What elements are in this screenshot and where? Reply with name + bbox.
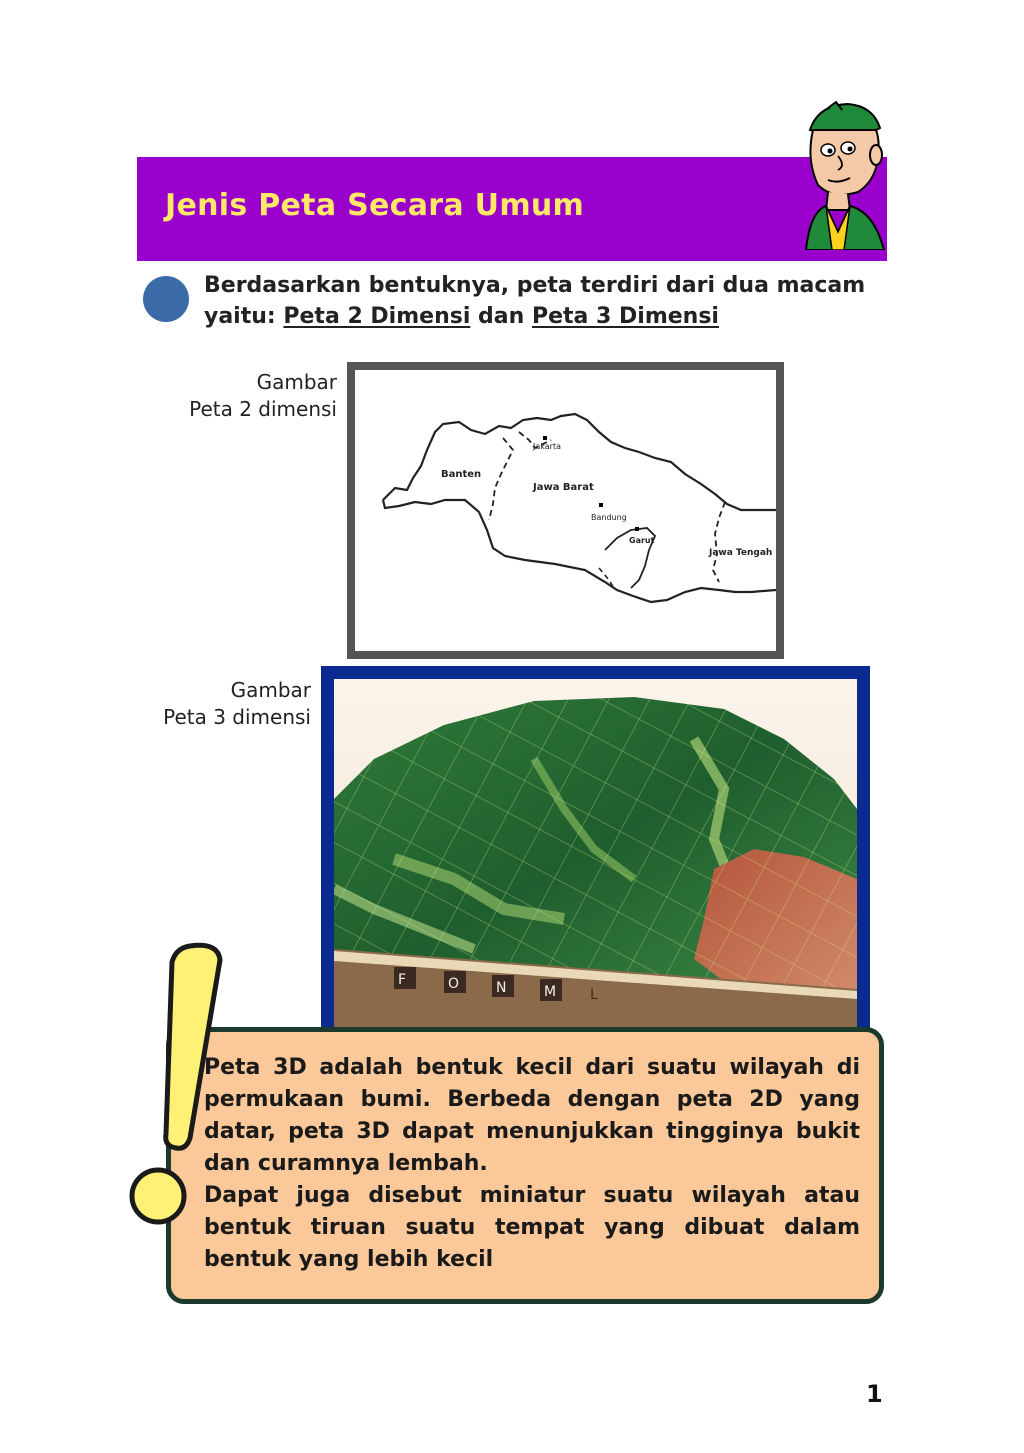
intro-line-1: Berdasarkan bentuknya, peta terdiri dari dua macam: [204, 273, 866, 298]
term-peta-3-dimensi: Peta 3 Dimensi: [531, 304, 719, 329]
section-title: Jenis Peta Secara Umum: [165, 188, 585, 223]
map-label-bandung: Bandung: [591, 513, 627, 522]
map-2d-figure: [347, 362, 784, 659]
figure-2d-caption: Gambar Peta 2 dimensi: [189, 370, 337, 421]
mascot-illustration: [788, 100, 888, 250]
term-peta-2-dimensi: Peta 2 Dimensi: [283, 304, 471, 329]
base-letter-m: M: [544, 984, 557, 1000]
map-3d-drawing: [334, 679, 857, 1027]
bullet-dot: [143, 276, 189, 322]
map-label-garut: Garut: [629, 536, 655, 545]
map-label-jakarta: Jakarta: [533, 442, 561, 451]
map-3d-photo: [321, 666, 870, 1040]
base-letter-o: O: [448, 976, 460, 992]
map-label-banten: Banten: [441, 469, 482, 480]
note-text: [204, 1052, 860, 1276]
note-paragraph-2: Dapat juga disebut miniatur suatu wilayah atau bentuk tiruan suatu tempat yang dibuat dalam bentuk yang lebih kecil: [204, 1183, 860, 1272]
page-number: 1: [866, 1380, 883, 1408]
intro-paragraph: [204, 270, 874, 332]
base-letter-l: L: [590, 987, 598, 1003]
note-paragraph-1: Peta 3D adalah bentuk kecil dari suatu wilayah di permukaan bumi. Berbeda dengan peta 2D yang datar, peta 3D dapat menunjukkan tingginya bukit dan curamnya lembah.: [204, 1055, 860, 1176]
base-letter-n: N: [496, 980, 507, 996]
intro-line-2: [204, 301, 874, 332]
intro-prefix: yaitu:: [204, 304, 276, 329]
map-2d-drawing: [355, 370, 776, 651]
figure-3d-caption: Gambar Peta 3 dimensi: [163, 678, 311, 729]
map-label-jawa-tengah: Jawa Tengah: [709, 548, 773, 558]
map-label-jawa-barat: Jawa Barat: [533, 482, 594, 493]
intro-connector: dan: [478, 304, 525, 329]
base-letter-f: F: [398, 972, 407, 988]
